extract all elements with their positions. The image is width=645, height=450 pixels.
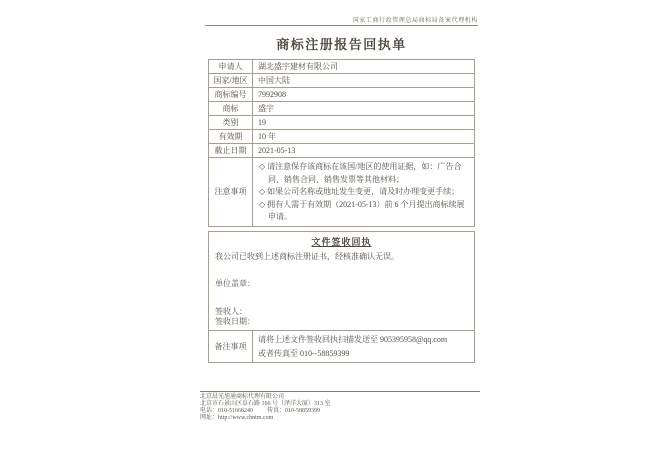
sign-date-label: 签收日期： (215, 317, 255, 326)
row-value: 19 (253, 116, 475, 130)
note-text: 请注意保存该商标在该国/地区的使用证据，如：广告合同、销售合同、销售发票等其他材料； (267, 162, 462, 184)
note-text: 拥有人需于有效期（2021-05-13）前 6 个月提出商标续展申请。 (267, 199, 465, 221)
remarks-cell (253, 331, 475, 363)
row-label: 国家/地区 (209, 74, 253, 88)
table-row-country (209, 74, 475, 88)
notes-cell (253, 158, 475, 227)
row-value: 中国大陆 (253, 74, 475, 88)
table-row-trademark-number (209, 88, 475, 102)
agency-footer (200, 391, 480, 422)
row-value: 湖北盛宇建材有限公司 (253, 60, 475, 74)
row-label: 备注事项 (209, 331, 253, 363)
table-row-expiry-date (209, 144, 475, 158)
row-value: 2021-05-13 (253, 144, 475, 158)
agency-address: 北京市石景山区阜石路 166 号（泽洋大厦）313 室 (200, 401, 331, 407)
row-label: 截止日期 (209, 144, 253, 158)
signer-label: 签收人： (215, 307, 247, 316)
agency-company-name: 北京晨光旭通商标代理有限公司 (200, 394, 285, 400)
agency-phone-fax (200, 408, 480, 415)
table-row-applicant (209, 60, 475, 74)
footer-divider (200, 391, 480, 392)
note-item (259, 199, 468, 224)
receipt-cell (209, 232, 475, 331)
table-row-trademark-name (209, 102, 475, 116)
agency-website: 网址：http://www.chntm.com (200, 415, 274, 421)
row-value: 7992908 (253, 88, 475, 102)
receipt-title: 文件签收回执 (311, 237, 372, 247)
diamond-bullet-icon: ◇ (259, 187, 266, 196)
row-label: 申请人 (209, 60, 253, 74)
receipt-section-row (209, 232, 475, 331)
remark-line-fax: 或者传真至 010--58859399 (258, 348, 350, 358)
receipt-statement: 我公司已收到上述商标注册证书，经核准确认无误。 (215, 252, 399, 261)
company-seal-label: 单位盖章： (215, 279, 255, 288)
agency-registration-note: 国家工商行政管理总局商标局备案代理机构 (352, 18, 478, 24)
agency-phone: 电话：010-51666240 (200, 408, 253, 414)
header-divider (205, 25, 478, 26)
table-row-remarks (209, 331, 475, 363)
table-row-validity (209, 130, 475, 144)
row-label: 商标 (209, 102, 253, 116)
note-item (259, 186, 468, 199)
row-label: 注意事项 (209, 158, 253, 227)
note-item (259, 161, 468, 186)
agency-fax: 传真：010-58859399 (267, 408, 320, 414)
row-value: 盛宇 (253, 102, 475, 116)
page-title: 商标注册报告回执单 (276, 37, 407, 52)
table-row-class (209, 116, 475, 130)
table-row-notes (209, 158, 475, 227)
row-label: 类别 (209, 116, 253, 130)
row-label: 有效期 (209, 130, 253, 144)
diamond-bullet-icon: ◇ (259, 162, 266, 171)
receipt-table (208, 231, 475, 363)
remark-line-email: 请将上述文件签收回执扫描发送至 905395958@qq.com (258, 334, 448, 344)
row-value: 10 年 (253, 130, 475, 144)
note-text: 如果公司名称或地址发生变更，请及时办理变更手续； (267, 187, 460, 196)
trademark-info-table (208, 59, 475, 227)
row-label: 商标编号 (209, 88, 253, 102)
diamond-bullet-icon: ◇ (259, 199, 266, 209)
